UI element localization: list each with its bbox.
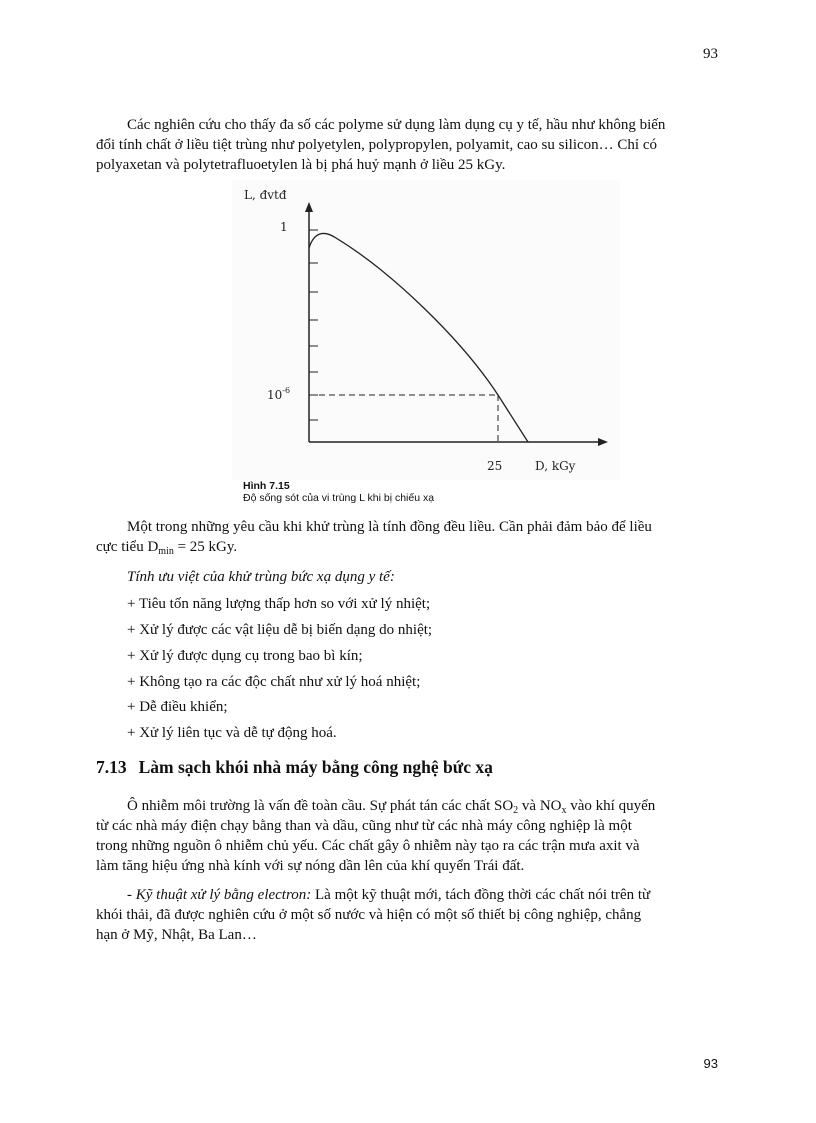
pollution-line-3: trong những nguồn ô nhiễm chủ yếu. Các chất gây ô nhiễm này tạo ra các trận mưa axit và [96, 838, 640, 854]
section-title: Làm sạch khói nhà máy bằng công nghệ bức xạ [138, 757, 493, 777]
advantage-item: + Không tạo ra các độc chất như xử lý hoá nhiệt; [127, 674, 421, 690]
electron-line-1: - Kỹ thuật xử lý bằng electron: Là một kỹ thuật mới, tách đồng thời các chất nói trên từ [127, 887, 651, 903]
survival-figure [232, 180, 620, 485]
section-number: 7.13 [96, 757, 127, 777]
figure-caption-title: Hình 7.15 [243, 480, 290, 492]
dose-line-2: cực tiểu $D_{min} = 25$ kGy. [96, 539, 238, 557]
page-number-top: 93 [703, 46, 718, 62]
intro-line-2: đổi tính chất ở liều tiệt trùng như polyetylen, polypropylen, polyamit, cao su silicon… Chỉ có [96, 137, 657, 153]
electron-line-2: khói thải, đã được nghiên cứu ở một số nước và hiện có một số thiết bị công nghiệp, chẳng [96, 907, 642, 923]
advantage-item: + Xử lý được dụng cụ trong bao bì kín; [127, 648, 363, 664]
y-tick-label-low: $10^{-6}$ [267, 386, 291, 402]
pollution-line-1: Ô nhiễm môi trường là vấn đề toàn cầu. Sự phát tán các chất $SO_2$ và $NO_x$ vào khí quyển [127, 798, 656, 816]
dose-line-1: Một trong những yêu cầu khi khử trùng là tính đồng đều liều. Cần phải đảm bảo để liều [127, 519, 652, 535]
page-number-bottom: 93 [703, 1056, 718, 1071]
intro-line-1: Các nghiên cứu cho thấy đa số các polyme sử dụng làm dụng cụ y tế, hầu như không biến [127, 117, 666, 133]
figure-caption-text: Độ sống sót của vi trùng L khi bị chiếu xạ [243, 492, 435, 504]
pollution-line-4: làm tăng hiệu ứng nhà kính với sự nóng dần lên của khí quyển Trái đất. [96, 858, 525, 874]
electron-line-3: hạn ở Mỹ, Nhật, Ba Lan… [96, 927, 257, 943]
x-axis-label: D, kGy [535, 459, 576, 473]
intro-line-3: polyaxetan và polytetrafluoetylen là bị phá huỷ mạnh ở liều 25 kGy. [96, 157, 506, 173]
survival-chart [232, 180, 620, 480]
x-tick-label-25: 25 [487, 459, 503, 473]
advantages-title: Tính ưu việt của khử trùng bức xạ dụng y tế: [127, 569, 395, 585]
section-heading [96, 757, 493, 778]
advantage-item: + Tiêu tốn năng lượng thấp hơn so với xử lý nhiệt; [127, 596, 431, 612]
pollution-line-2: từ các nhà máy điện chạy bằng than và dầu, cũng như từ các nhà máy công nghiệp là một [96, 818, 632, 834]
y-tick-label-1: 1 [280, 220, 288, 234]
advantage-item: + Xử lý liên tục và dễ tự động hoá. [127, 725, 337, 741]
advantage-item: + Xử lý được các vật liệu dễ bị biến dạng do nhiệt; [127, 622, 433, 638]
chart-background [232, 180, 620, 480]
advantage-item: + Dễ điều khiển; [127, 699, 228, 715]
y-axis-label: L, đvtđ [244, 188, 287, 202]
